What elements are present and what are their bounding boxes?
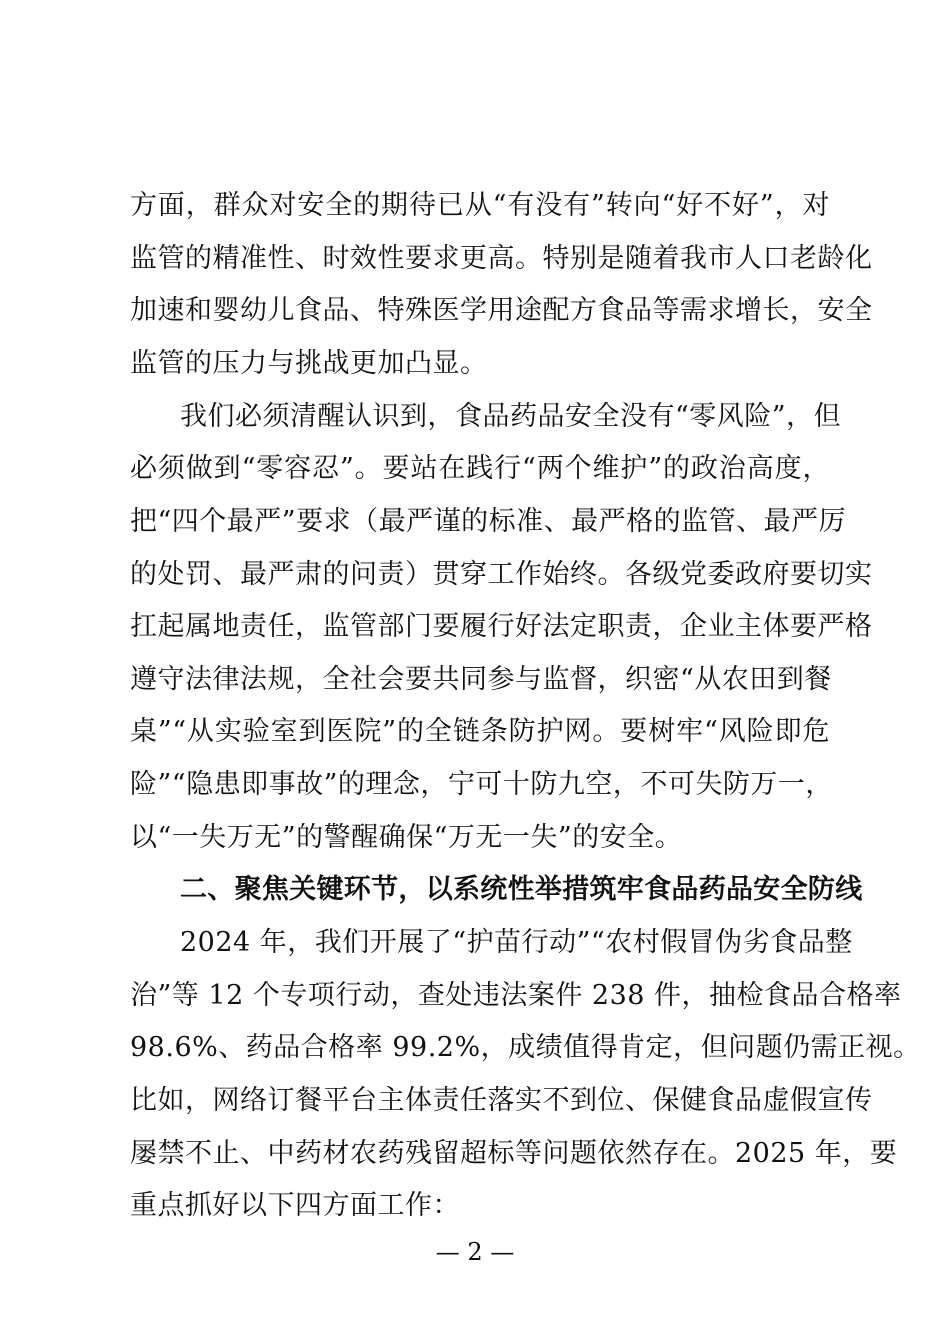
paragraph-line: 2024 年，我们开展了“护苗行动”“农村假冒伪劣食品整 [180,927,853,958]
paragraph-line: 监管的压力与挑战更加凸显。 [130,348,488,379]
paragraph-line: 加速和婴幼儿食品、特殊医学用途配方食品等需求增长，安全 [130,295,873,326]
paragraph-line: 把“四个最严”要求（最严谨的标准、最严格的监管、最严厉 [130,506,847,537]
paragraph-line: 以“一失万无”的警醒确保“万无一失”的安全。 [130,822,683,853]
paragraph-line: 必须做到“零容忍”。要站在践行“两个维护”的政治高度， [130,453,830,484]
paragraph-line: 桌”“从实验室到医院”的全链条防护网。要树牢“风险即危 [130,716,830,747]
paragraph-line: 险”“隐患即事故”的理念，宁可十防九空，不可失防万一， [130,769,833,800]
section-heading: 二、聚焦关键环节，以系统性举措筑牢食品药品安全防线 [180,874,863,905]
paragraph-line: 屡禁不止、中药材农药残留超标等问题依然存在。2025 年，要 [130,1138,898,1169]
paragraph-line: 的处罚、最严肃的问责）贯穿工作始终。各级党委政府要切实 [130,559,873,590]
paragraph-line: 比如，网络订餐平台主体责任落实不到位、保健食品虚假宣传 [130,1085,873,1116]
paragraph-line: 扛起属地责任，监管部门要履行好法定职责，企业主体要严格 [130,611,873,642]
paragraph-line: 遵守法律法规，全社会要共同参与监督，织密“从农田到餐 [130,664,832,695]
paragraph-line: 方面，群众对安全的期待已从“有没有”转向“好不好”，对 [130,190,830,221]
paragraph-line: 监管的精准性、时效性要求更高。特别是随着我市人口老龄化 [130,243,873,274]
page-number: — 2 — [435,1238,515,1266]
paragraph-line: 98.6%、药品合格率 99.2%，成绩值得肯定，但问题仍需正视。 [130,1032,921,1063]
paragraph-line: 治”等 12 个专项行动，查处违法案件 238 件，抽检食品合格率 [130,980,902,1011]
paragraph-line: 我们必须清醒认识到，食品药品安全没有“零风险”，但 [180,401,842,432]
paragraph-line: 重点抓好以下四方面工作： [130,1190,460,1221]
